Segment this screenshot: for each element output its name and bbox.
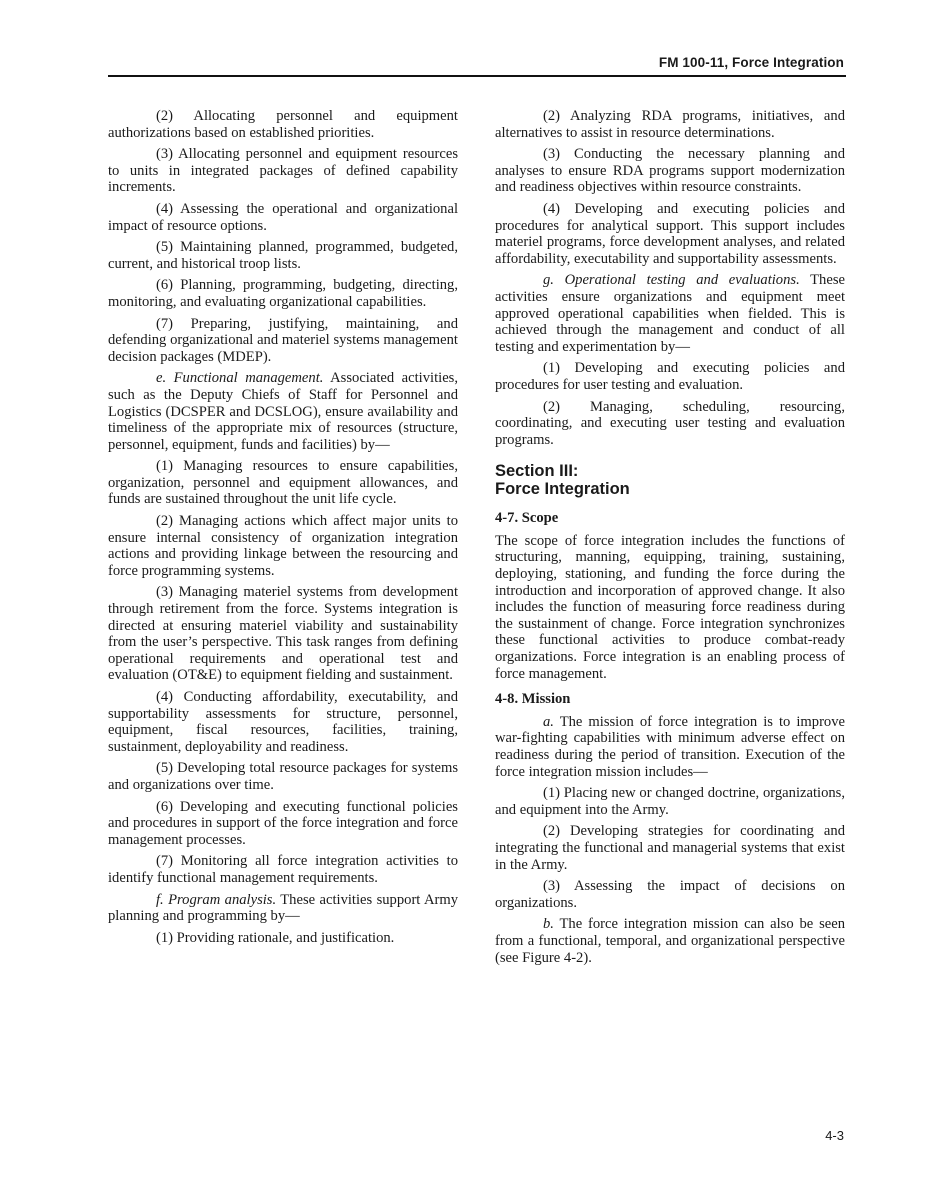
list-item: (7) Monitoring all force integration activities to identify functional management requirements. [108,853,458,886]
paragraph-g-label: g. Operational testing and evaluations. [543,272,800,289]
list-item: (5) Developing total resource packages for systems and organizations over time. [108,760,458,793]
mission-a-text: The mission of force integration is to improve war-fighting capabilities with minimum adverse effect on readiness during the period of transition. Execution of the force integration mission includes— [495,713,845,780]
paragraph-e [108,370,458,453]
list-item: (7) Preparing, justifying, maintaining, and defending organizational and materiel systems management decision packages (MDEP). [108,315,458,365]
running-header: FM 100-11, Force Integration [658,55,844,70]
header-rule [108,75,846,77]
list-item: (4) Developing and executing policies and procedures for analytical support. This support includes materiel programs, force development analyses, and related affordability, executability and supportability assessments. [495,200,845,267]
paragraph-f-text: These activities support Army planning and programming by— [108,891,458,925]
list-item: (4) Assessing the operational and organizational impact of resource options. [108,200,458,234]
list-item: (2) Allocating personnel and equipment authorizations based on established priorities. [108,108,458,141]
mission-heading: 4-8. Mission [495,691,571,708]
list-item: (6) Developing and executing functional policies and procedures in support of the force integration and force management processes. [108,798,458,848]
page-number: 4-3 [825,1128,844,1143]
list-item: (2) Managing actions which affect major units to ensure internal consistency of organization integration actions and providing linkage between the resourcing and force programming systems. [108,513,458,579]
paragraph-g [495,272,845,355]
left-column [108,108,458,951]
mission-paragraph-a [495,714,845,780]
scope-heading: 4-7. Scope [495,510,559,527]
paragraph-g-text: These activities ensure organizations and equipment meet approved operational capabilities when fielded. This is achieved through the management and conduct of all testing and experimentation by— [495,272,845,355]
mission-a-label: a. [543,713,554,730]
paragraph-f [108,892,458,925]
list-item: (3) Managing materiel systems from development through retirement from the force. Systems integration is directed at ensuring materiel viability and sustainability from the user’s perspective. This task ranges from defining operational requirements and operational test and evaluation (OT&E) to equipment fielding and sustainment. [108,584,458,684]
section-title-line1: Section III: [495,462,579,481]
paragraph-f-label: f. Program analysis. [156,891,277,908]
mission-b-text: The force integration mission can also be seen from a functional, temporal, and organizational perspective (see Figure 4-2). [495,916,845,966]
list-item: (3) Assessing the impact of decisions on organizations. [495,878,845,911]
section-title [495,462,845,498]
paragraph-e-text: Associated activities, such as the Deputy Chiefs of Staff for Personnel and Logistics (DCSPER and DCSLOG), ensure availability and timeliness of the appropriate mix of resources (structure, personnel, equipment, funds and facilities) by— [108,370,459,453]
mission-b-label: b. [543,916,554,933]
list-item: (6) Planning, programming, budgeting, directing, monitoring, and evaluating organizational capabilities. [108,277,458,310]
list-item: (1) Placing new or changed doctrine, organizations, and equipment into the Army. [495,785,845,818]
list-item: (5) Maintaining planned, programmed, budgeted, current, and historical troop lists. [108,239,458,272]
list-item: (2) Managing, scheduling, resourcing, coordinating, and executing user testing and evaluation programs. [495,398,845,448]
section-title-line2: Force Integration [495,480,630,499]
right-column [495,108,845,971]
list-item: (3) Conducting the necessary planning and analyses to ensure RDA programs support modernization and readiness objectives within resource constraints. [495,146,845,196]
paragraph-e-label: e. Functional management. [156,370,324,387]
list-item: (1) Developing and executing policies and procedures for user testing and evaluation. [495,360,845,393]
list-item: (3) Allocating personnel and equipment resources to units in integrated packages of defined capability increments. [108,146,458,196]
scope-paragraph: The scope of force integration includes the functions of structuring, manning, equipping, training, sustaining, deploying, stationing, and funding the force during the introduction and incorporation of approved change. It also includes the function of measuring force readiness during the sustainment of change. Force integration synchronizes these functional activities to produce combat-ready organizations. Force integration is an enabling process of force management. [495,532,845,682]
list-item: (1) Managing resources to ensure capabilities, organization, personnel and equipment allowances, and funds are sustained throughout the unit life cycle. [108,458,458,508]
list-item: (1) Providing rationale, and justification. [156,929,395,946]
list-item: (2) Analyzing RDA programs, initiatives, and alternatives to assist in resource determinations. [495,108,845,141]
list-item: (2) Developing strategies for coordinating and integrating the functional and managerial systems that exist in the Army. [495,823,845,873]
list-item: (4) Conducting affordability, executability, and supportability assessments for structure, personnel, equipment, fiscal resources, facilities, training, sustainment, deployability and readiness. [108,689,458,755]
mission-paragraph-b [495,916,845,966]
